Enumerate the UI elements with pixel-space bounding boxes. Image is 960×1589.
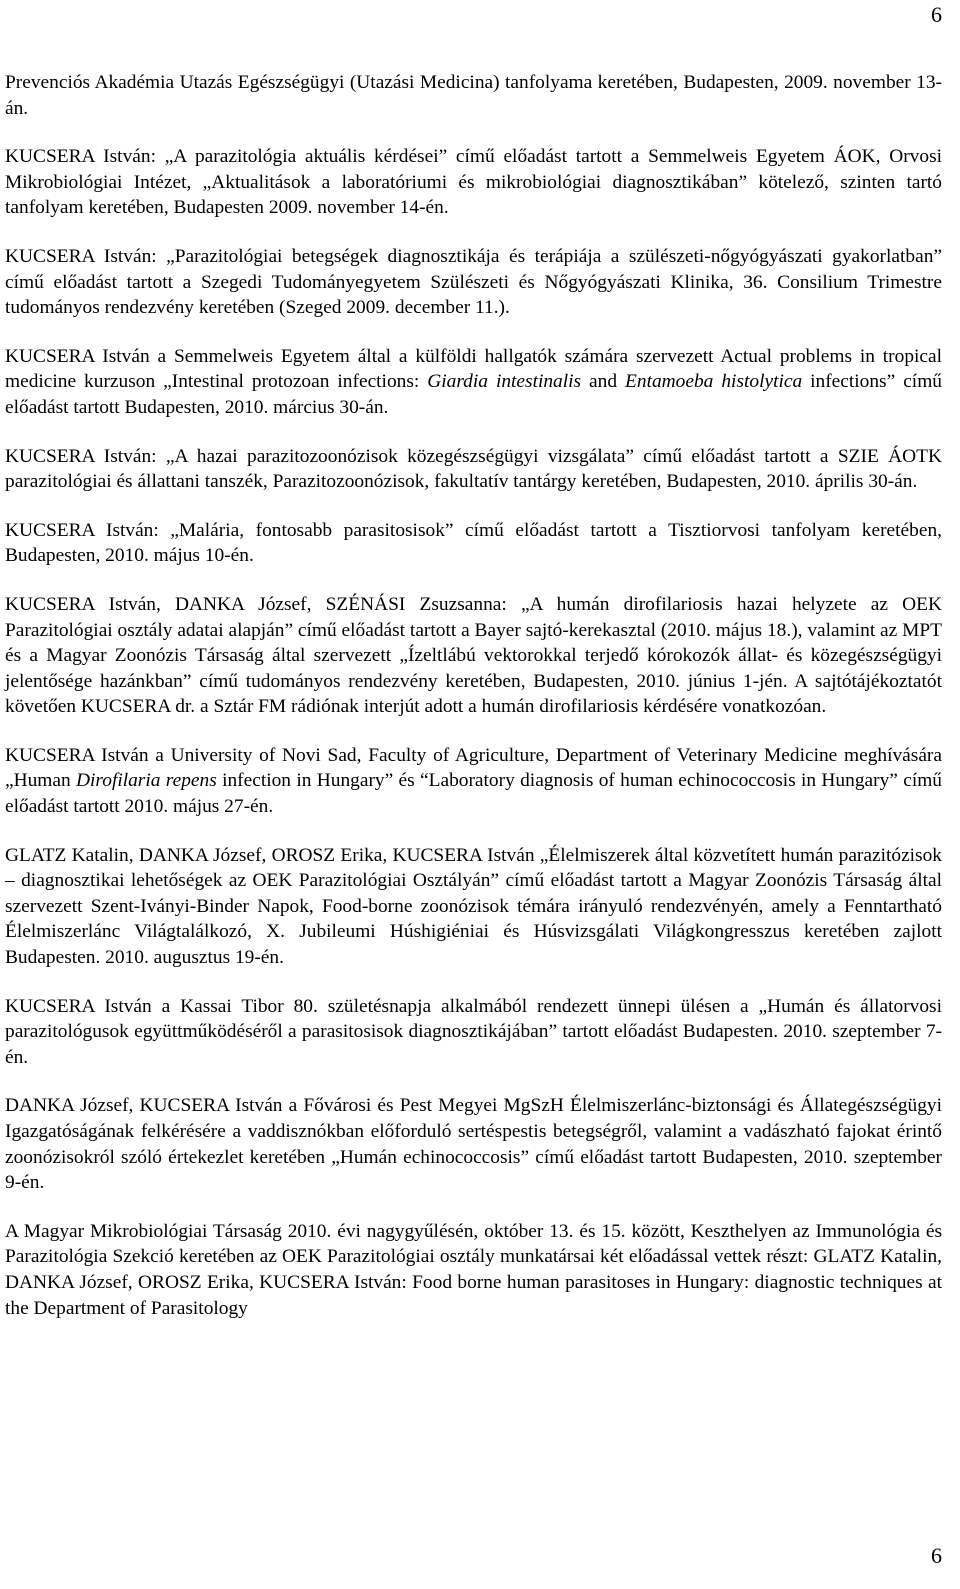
italic-term: Entamoeba histolytica <box>625 371 803 393</box>
paragraph-p1 <box>5 70 942 121</box>
paragraph-p2 <box>5 144 942 221</box>
paragraph-p7 <box>5 592 942 720</box>
paragraph-text: A Magyar Mikrobiológiai Társaság 2010. évi nagygyűlésén, október 13. és 15. között, Keszthelyen az Immunológia és Parazitológia Szekció keretében az OEK Parazitológiai osztály munkatársai két előadással vettek részt: GLATZ Katalin, DANKA József, OROSZ Erika, KUCSERA István: Food borne human parasitoses in Hungary: diagnostic techniques at the Department of Parasitology <box>5 1220 942 1319</box>
italic-term: Giardia intestinalis <box>427 371 582 393</box>
paragraph-text: KUCSERA István: „Malária, fontosabb parasitosisok” című előadást tartott a Tisztiorvosi tanfolyam keretében, Budapesten, 2010. május 10-én. <box>5 519 942 567</box>
paragraph-text: KUCSERA István, DANKA József, SZÉNÁSI Zsuzsanna: „A humán dirofilariosis hazai helyzete az OEK Parazitológiai osztály adatai alapján” című előadást tartott a Bayer sajtó-kerekasztal (2010. május 18.), valamint az MPT és a Magyar Zoonózis Társaság által szervezett „Ízeltlábú vektorokkal terjedő kórokozók állat- és közegészségügyi jelentősége hazánkban” című tudományos rendezvény keretében, Budapesten, 2010. június 1-jén. A sajtótájékoztatót követően KUCSERA dr. a Sztár FM rádiónak interjút adott a humán dirofilariosis kérdésére vonatkozóan. <box>5 593 942 718</box>
italic-term: Dirofilaria repens <box>76 770 217 792</box>
paragraph-p3 <box>5 244 942 321</box>
paragraph-text: KUCSERA István: „Parazitológiai betegségek diagnosztikája és terápiája a szülészeti-nőgyógyászati gyakorlatban” című előadást tartott a Szegedi Tudományegyetem Szülészeti és Nőgyógyászati Klinika, 36. Consilium Trimestre tudományos rendezvény keretében (Szeged 2009. december 11.). <box>5 245 942 319</box>
paragraph-p12 <box>5 1219 942 1321</box>
paragraph-text: infections” című előadást tartott Budapesten, 2010. március 30-án. <box>5 371 942 418</box>
page-number-bottom: 6 <box>931 1543 942 1568</box>
paragraph-text: KUCSERA István: „A parazitológia aktuális kérdései” című előadást tartott a Semmelweis Egyetem ÁOK, Orvosi Mikrobiológiai Intézet, „Aktualitások a laboratóriumi és mikrobiológiai diagnosztikában” kötelező, szinten tartó tanfolyam keretében, Budapesten 2009. november 14-én. <box>5 146 942 219</box>
paragraph-p8 <box>5 743 942 820</box>
paragraph-text: infection in Hungary” és “Laboratory diagnosis of human echinococcosis in Hungary” című előadást tartott 2010. május 27-én. <box>5 770 942 818</box>
paragraph-text: and <box>581 371 626 393</box>
paragraph-p4 <box>5 344 942 421</box>
page-number-top: 6 <box>931 2 942 27</box>
paragraph-p6 <box>5 518 942 569</box>
paragraph-text: Prevenciós Akadémia Utazás Egészségügyi (Utazási Medicina) tanfolyama keretében, Budapesten, 2009. november 13-án. <box>5 72 942 119</box>
document-body <box>5 70 942 1344</box>
paragraph-p5 <box>5 444 942 495</box>
paragraph-text: GLATZ Katalin, DANKA József, OROSZ Erika, KUCSERA István „Élelmiszerek által közvetített humán parazitózisok – diagnosztikai lehetőségek az OEK Parazitológiai Osztályán” című előadást tartott a Magyar Zoonózis Társaság által szervezett Szent-Iványi-Binder Napok, Food-borne zoonózisok témára irányuló rendezvényén, amely a Fenntartható Élelmiszerlánc Világtalálkozó, X. Jubileumi Húshigiéniai és Húsvizsgálati Világkongresszus keretében zajlott Budapesten. 2010. augusztus 19-én. <box>5 844 942 969</box>
paragraph-p9 <box>5 843 942 971</box>
paragraph-p11 <box>5 1093 942 1195</box>
paragraph-text: KUCSERA István a Semmelweis Egyetem által a külföldi hallgatók számára szervezett Actual problems in tropical medicine kurzuson „Intestinal protozoan infections: <box>5 345 942 393</box>
paragraph-text: KUCSERA István a Kassai Tibor 80. születésnapja alkalmából rendezett ünnepi ülésen a „Humán és állatorvosi parazitológusok együttműködéséről a parasitosisok diagnosztikájában” tartott előadást Budapesten. 2010. szeptember 7-én. <box>5 995 942 1068</box>
paragraph-text: KUCSERA István: „A hazai parazitozoonózisok közegészségügyi vizsgálata” című előadást tartott a SZIE ÁOTK parazitológiai és állattani tanszék, Parazitozoonózisok, fakultatív tantárgy keretében, Budapesten, 2010. április 30-án. <box>5 445 942 493</box>
paragraph-text: KUCSERA István a University of Novi Sad, Faculty of Agriculture, Department of Veterinary Medicine meghívására „Human <box>5 744 942 792</box>
paragraph-p10 <box>5 994 942 1071</box>
paragraph-text: DANKA József, KUCSERA István a Fővárosi és Pest Megyei MgSzH Élelmiszerlánc-biztonsági és Állategészségügyi Igazgatóságának felkérésére a vaddisznókban előforduló sertéspestis betegségről, valamint a vadászható fajokat érintő zoonózisokról szóló értekezlet keretében „Humán echinococcosis” című előadást tartott Budapesten, 2010. szeptember 9-én. <box>5 1095 942 1194</box>
